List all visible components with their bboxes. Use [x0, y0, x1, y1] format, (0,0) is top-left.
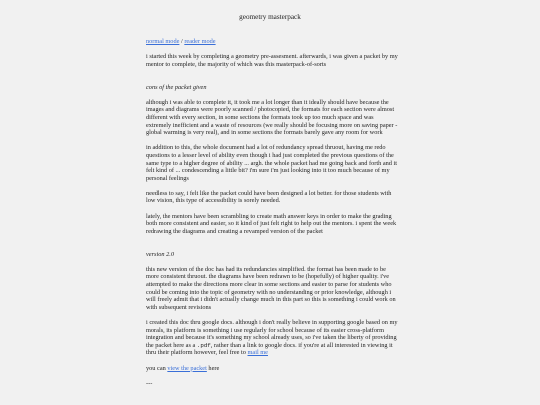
- mode-switcher: [146, 38, 398, 46]
- view-packet-paragraph: [146, 365, 398, 373]
- cons-paragraph-2: in addition to this, the whole document had a lot of redundancy spread thruout, having me redo questions to a lesser level of ability even though i had just completed the previous questions of the same type to a higher degree of ability ... argh. the whole packet had me going back and forth and it felt kind of ... condescending a little bit? i'm sure i'm just looking into it too much because of my personal feelings: [146, 144, 397, 182]
- cons-paragraph-1: although i was able to complete it, it took me a lot longer than it ideally should have because the images and diagrams were poorly scanned / photocopied, the formats for each section were almost different with every section, in some sections the formats took up too much space and was extremely inefficient and a waste of resources (we really should be focusing more on saving paper - global warming is very real), and in some sections the formats barely gave any room for work: [146, 98, 398, 137]
- section-heading-version: version 2.0: [146, 250, 174, 258]
- reader-mode-link[interactable]: reader mode: [184, 38, 216, 45]
- cons-paragraph-4: lately, the mentors have been scrambling to create math answer keys in order to make the grading both more consistent and easier, so it kind of just felt right to help out the mentors. i spent the week redrawing the diagrams and creating a revamped version of the packet: [146, 212, 397, 235]
- version-p2-text-a: i created this doc thru google docs. although i don't really believe in supporting google based on my morals, its platform is something i use regularly for school because of its easier cross-platform integration and because it's something my school already uses, so i've taken the liberty of providing the packet here as a: [146, 318, 398, 349]
- view-packet-text-a: you can: [146, 364, 168, 372]
- version-paragraph-2: [146, 319, 398, 357]
- mode-separator: /: [179, 38, 185, 45]
- view-packet-link[interactable]: view the packet: [167, 364, 207, 372]
- main-content: [146, 38, 398, 388]
- pdf-code: .pdf: [196, 341, 211, 349]
- footer-rule: ---: [146, 380, 153, 388]
- normal-mode-link[interactable]: normal mode: [146, 38, 180, 45]
- cons-paragraph-3: needless to say, i felt like the packet could have been designed a lot better. for those students with low vision, this type of accessibility is sorely needed.: [146, 189, 392, 205]
- version-paragraph-1: this new version of the doc has had its redundancies simplified. the format has been made to be more consistent thruout. the diagrams have been redrawn to be (hopefully) of higher quality. i've attempted to make the directions more clear in some sections and easier to parse for students who could be coming into the topic of geometry with no understanding or prior knowledge, although i will freely admit that i didn't actually change much in this part so this is something i could work on with subsequent revisions: [146, 265, 396, 311]
- page-title: geometry masterpack: [239, 13, 301, 21]
- version-p2-text-b: , rather than a link to google docs. if you're at all interested in viewing it thru their platform however, feel free to: [146, 341, 393, 357]
- intro-paragraph: i started this week by completing a geometry pre-assesment. afterwards, i was given a packet by my mentor to complete, the majority of which was this masterpack-of-sorts: [146, 53, 398, 68]
- mail-me-link[interactable]: mail me: [247, 349, 268, 357]
- section-heading-cons: cons of the packet given: [146, 83, 207, 91]
- view-packet-text-b: here: [206, 364, 220, 372]
